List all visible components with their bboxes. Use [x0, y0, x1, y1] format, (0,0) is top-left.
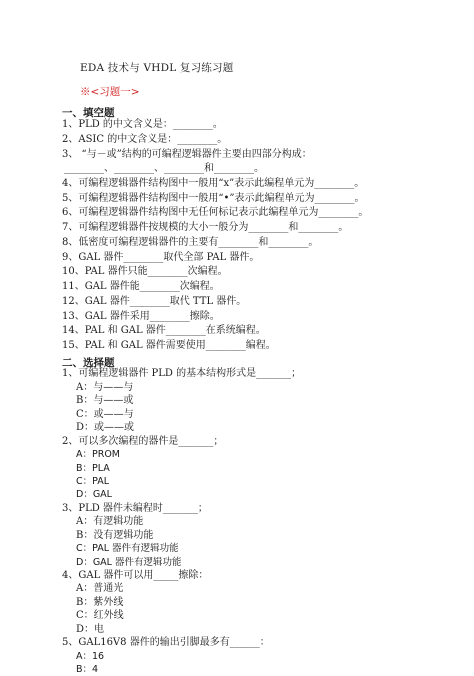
choice-option: C：红外线 [76, 610, 124, 622]
choice-question-5: 5、GAL16V8 器件的输出引脚最多有______： [62, 637, 270, 649]
choice-question-3: 3、PLD 器件未编程时_______； [62, 502, 208, 514]
choice-option: B：紫外线 [76, 596, 124, 608]
choice-option: D：GAL 器件有逻辑功能 [76, 556, 182, 568]
document-title: EDA 技术与 VHDL 复习练习题 [80, 62, 234, 74]
fill-question-3-blanks: ________、________、________和________。 [64, 163, 264, 174]
choice-question-1: 1、可编程逻辑器件 PLD 的基本结构形式是_______； [62, 368, 302, 380]
fill-question-6: 6、可编程逻辑器件结构图中无任何标记表示此编程单元为________。 [62, 207, 369, 218]
choice-option: C：或——与 [76, 408, 134, 420]
fill-question-8: 8、低密度可编程逻辑器件的主要有________和________。 [62, 237, 319, 248]
exercise-marker: ※<习题一> [80, 86, 140, 98]
choice-option: B：PLA [76, 462, 110, 474]
choice-question-4: 4、GAL 器件可以用_____擦除： [62, 570, 209, 581]
fill-question-7: 7、可编程逻辑器件按规模的大小一般分为________和________。 [62, 222, 349, 233]
fill-question-9: 9、GAL 器件________取代全部 PAL 器件。 [62, 252, 260, 263]
choice-option: B：4 [76, 664, 99, 675]
fill-question-5: 5、可编程逻辑器件结构图中一般用“•”表示此编程单元为________。 [62, 193, 365, 204]
fill-question-10: 10、PAL 器件只能________次编程。 [62, 266, 228, 277]
fill-question-13: 13、GAL 器件采用________擦除。 [62, 311, 220, 322]
choice-option: C：PAL 器件有逻辑功能 [76, 543, 179, 555]
fill-question-14: 14、PAL 和 GAL 器件________在系统编程。 [62, 325, 266, 336]
choice-option: B：没有逻辑功能 [76, 529, 154, 541]
choice-option: B：与——或 [76, 395, 134, 407]
section-heading-multiple-choice: 二、选择题 [62, 357, 115, 369]
fill-question-4: 4、可编程逻辑器件结构图中一般用“x”表示此编程单元为________。 [62, 178, 365, 189]
choice-option: D：GAL [76, 489, 112, 501]
choice-option: A：与——与 [76, 381, 134, 393]
choice-option: D：或——或 [76, 422, 135, 434]
choice-option: A：PROM [76, 449, 121, 460]
fill-question-12: 12、GAL 器件________取代 TTL 器件。 [62, 296, 247, 307]
choice-option: C：PAL [76, 475, 110, 487]
section-heading-fill-in: 一、填空题 [62, 107, 115, 119]
choice-question-2: 2、可以多次编程的器件是_______； [62, 435, 224, 447]
fill-question-2: 2、ASIC 的中文含义是：________。 [62, 134, 228, 145]
choice-option: A：普通光 [76, 583, 124, 595]
fill-question-11: 11、GAL 器件能________次编程。 [62, 281, 220, 292]
fill-question-3: 3、 “与－或”结构的可编程逻辑器件主要由四部分构成： [62, 149, 312, 160]
fill-question-1: 1、PLD 的中文含义是：________。 [62, 119, 223, 130]
choice-option: D：电 [76, 623, 105, 635]
fill-question-15: 15、PAL 和 GAL 器件需要使用________编程。 [62, 340, 276, 351]
choice-option: A：有逻辑功能 [76, 516, 144, 528]
choice-option: A：16 [76, 650, 105, 662]
